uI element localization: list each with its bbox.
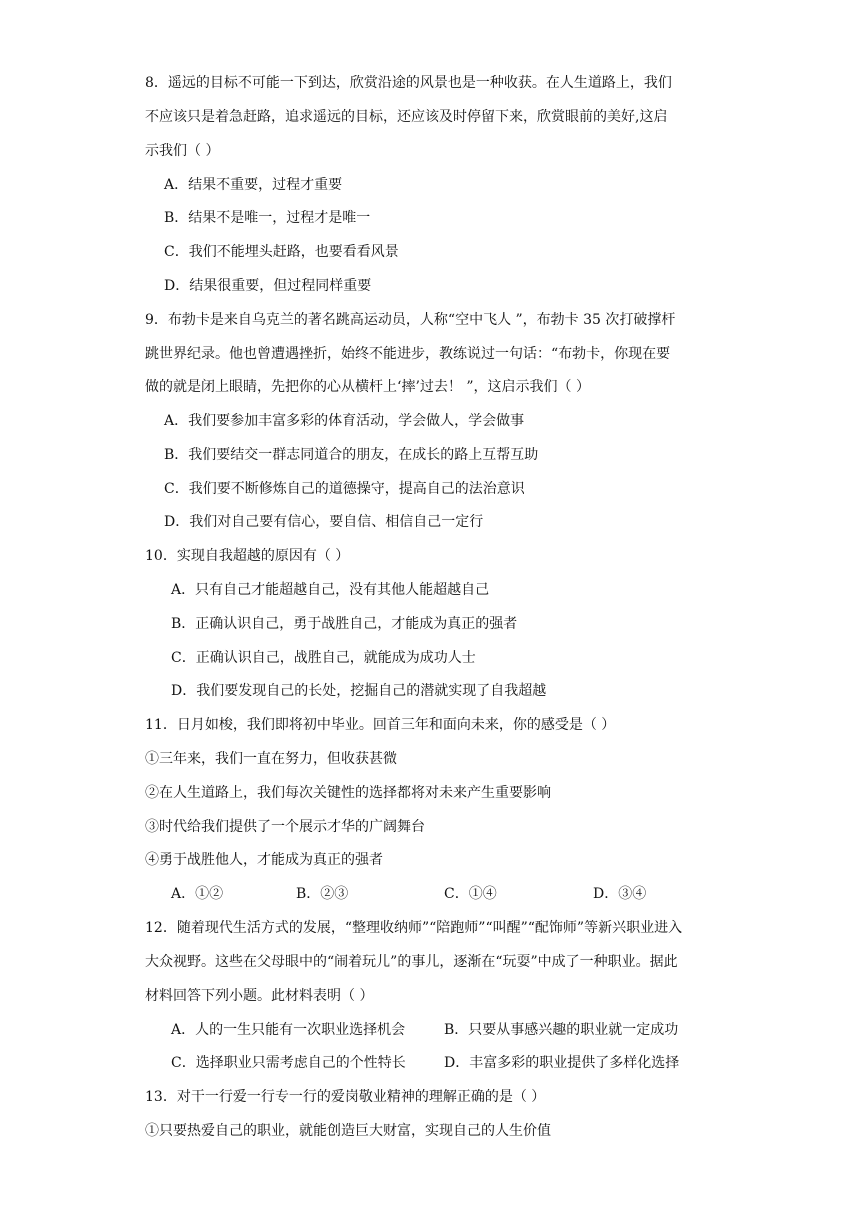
q9-stem-line-1: 9．布勃卡是来自乌克兰的著名跳高运动员，人称“空中飞人 ”，布勃卡 35 次打破撑杆 [145, 312, 676, 328]
q8-stem-line-2: 不应该只是着急赶路，追求遥远的目标，还应该及时停留下来，欣赏眼前的美好,这启 [145, 109, 668, 125]
q12-option-a: A．人的一生只能有一次职业选择机会 [171, 1022, 406, 1038]
q8-option-c: C．我们不能埋头赶路，也要看看风景 [164, 244, 399, 260]
q11-statement-3: ③时代给我们提供了一个展示才华的广阔舞台 [145, 819, 425, 835]
q11-option-c: C．①④ [444, 886, 497, 902]
q9-option-a: A．我们要参加丰富多彩的体育活动，学会做人，学会做事 [164, 413, 525, 429]
q11-statement-4: ④勇于战胜他人，才能成为真正的强者 [145, 852, 383, 868]
q11-stem: 11．日月如梭，我们即将初中毕业。回首三年和面向未来，你的感受是（ ） [145, 717, 616, 733]
q8-option-a: A．结果不重要，过程才重要 [164, 177, 343, 193]
q8-stem-line-1: 8．遥远的目标不可能一下到达，欣赏沿途的风景也是一种收获。在人生道路上，我们 [145, 75, 672, 91]
q11-option-b: B．②③ [296, 886, 349, 902]
q11-statement-2: ②在人生道路上，我们每次关键性的选择都将对未来产生重要影响 [145, 785, 551, 801]
q12-stem-line-1: 12．随着现代生活方式的发展，“整理收纳师”“陪跑师”“叫醒”“配饰师”等新兴职业进入 [145, 920, 683, 936]
q10-stem: 10．实现自我超越的原因有（ ） [145, 548, 350, 564]
q9-option-c: C．我们要不断修炼自己的道德操守，提高自己的法治意识 [164, 481, 525, 497]
q10-option-a: A．只有自己才能超越自己，没有其他人能超越自己 [171, 582, 490, 598]
q10-option-d: D．我们要发现自己的长处，挖掘自己的潜就实现了自我超越 [171, 683, 547, 699]
q10-option-c: C．正确认识自己，战胜自己，就能成为成功人士 [171, 650, 476, 666]
q10-option-b: B．正确认识自己，勇于战胜自己，才能成为真正的强者 [171, 616, 518, 632]
q9-option-b: B．我们要结交一群志同道合的朋友，在成长的路上互帮互助 [164, 447, 539, 463]
q12-stem-line-2: 大众视野。这些在父母眼中的“闹着玩儿”的事儿，逐渐在“玩耍”中成了一种职业。据此 [145, 954, 678, 970]
q11-statement-1: ①三年来，我们一直在努力，但收获甚微 [145, 751, 397, 767]
q12-stem-line-3: 材料回答下列小题。此材料表明（ ） [145, 988, 374, 1004]
q12-option-b: B．只要从事感兴趣的职业就一定成功 [444, 1022, 679, 1038]
q9-stem-line-2: 跳世界纪录。他也曾遭遇挫折，始终不能进步，教练说过一句话：“布勃卡，你现在要 [145, 346, 671, 362]
q12-option-d: D．丰富多彩的职业提供了多样化选择 [444, 1055, 680, 1071]
q12-option-c: C．选择职业只需考虑自己的个性特长 [171, 1055, 406, 1071]
q8-option-d: D．结果很重要，但过程同样重要 [164, 278, 372, 294]
q9-stem-line-3: 做的就是闭上眼睛，先把你的心从横杆上‘摔’过去！ ”，这启示我们（ ） [145, 379, 590, 395]
q13-statement-1: ①只要热爱自己的职业，就能创造巨大财富，实现自己的人生价值 [145, 1123, 551, 1139]
q11-option-a: A．①② [171, 886, 224, 902]
q8-stem-line-3: 示我们（ ） [145, 143, 220, 159]
q9-option-d: D．我们对自己要有信心，要自信、相信自己一定行 [164, 514, 484, 530]
q8-option-b: B．结果不是唯一，过程才是唯一 [164, 210, 371, 226]
q13-stem: 13．对干一行爱一行专一行的爱岗敬业精神的理解正确的是（ ） [145, 1089, 546, 1105]
q11-option-d: D．③④ [593, 886, 647, 902]
